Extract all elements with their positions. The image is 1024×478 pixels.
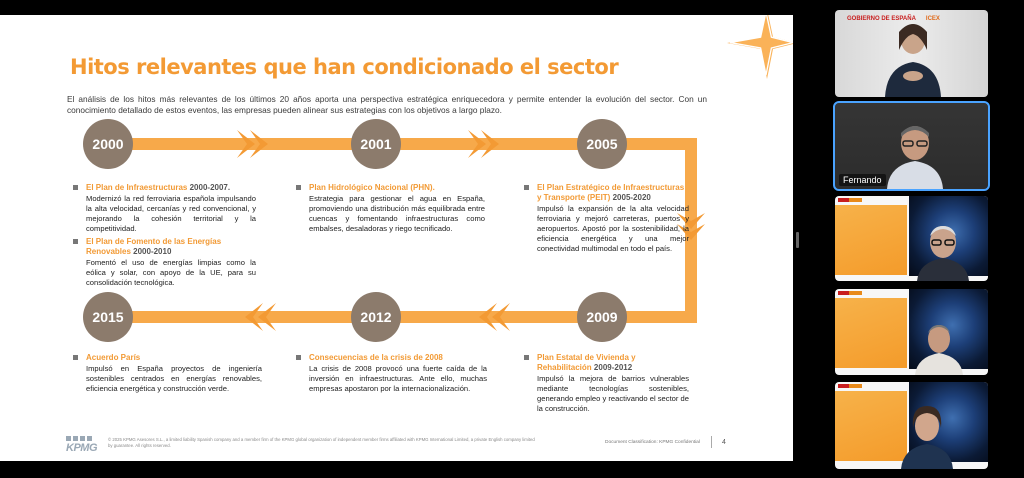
document-classification: Document Classification: KPMG Confidential [605,440,700,445]
milestone-body: Modernizó la red ferroviaria española impulsando la alta velocidad, cercanías y red convencional, y mejorando la cohesión territorial y la competitividad. [86,194,256,233]
participant-tile[interactable] [835,289,988,375]
milestone-item [86,183,256,234]
year-circle-2012: 2012 [351,292,401,342]
bullet-icon [296,355,301,360]
panel-resize-handle[interactable] [796,232,799,248]
milestone-item [86,237,256,288]
milestone-years: 2000-2007. [189,183,231,192]
milestone-body: La crisis de 2008 provocó una fuerte caída de la inversión en infraestructuras. Ante ello, muchas empresas apostaron por la internacionalización. [309,364,487,393]
milestone-heading: El Plan Estratégico de Infraestructuras y Transporte (PEIT) [537,183,685,202]
milestone-body: Impulsó en España proyectos de ingeniería sostenibles centrados en energías renovables, eficiencia energética y construcción verde. [86,364,262,393]
milestone-item [86,353,262,394]
year-circle-2000: 2000 [83,119,133,169]
participant-video-icon [835,10,988,97]
milestone-body: Impulsó la expansión de la alta velocidad ferroviaria y mejoró carreteras, puertos y aeropuertos. Apostó por la sostenibilidad, la eficiencia energética y una mejor conectividad multimodal en todo el país. [537,204,689,253]
bullet-icon [296,185,301,190]
page-number: 4 [722,439,726,446]
institution-logos: GOBIERNO DE ESPAÑA ICEX [847,16,940,22]
milestone-heading: Consecuencias de la crisis de 2008 [309,353,443,362]
participant-video-icon [835,289,988,375]
milestone-years: 2009-2012 [593,363,633,372]
slide-intro: El análisis de los hitos más relevantes de los últimos 20 años aporta una perspectiva estratégica enriquecedora y permite entender la evolución del sector. Con un conocimiento detallado de estos eventos, las empresas pueden alinear sus estrategias con los objetivos a largo plazo. [67,94,707,115]
footer-divider [711,436,712,448]
milestone-body: Estrategia para gestionar el agua en España, promoviendo una distribución más equilibrada entre cuencas y fomentando infraestructuras como embalses, desaladoras y riego tecnificado. [309,194,485,233]
year-circle-2005: 2005 [577,119,627,169]
milestone-item [537,183,689,254]
milestone-heading: Plan Estatal de Vivienda y Rehabilitación [537,353,636,372]
milestone-years: 2000-2010 [133,247,172,256]
shared-slide [0,15,793,461]
milestone-heading: El Plan de Infraestructuras [86,183,188,192]
milestone-body: Impulsó la mejora de barrios vulnerables mediante tecnologías sostenibles, generando empleo y reactivando el sector de la construcción. [537,374,689,413]
bullet-icon [524,185,529,190]
participant-tile[interactable] [835,382,988,469]
bullet-icon [524,355,529,360]
milestone-item [309,183,485,234]
participant-video-icon [835,382,988,469]
participant-tile-active-speaker[interactable] [835,103,988,189]
participant-name: Fernando [839,174,886,186]
legal-notice: © 2025 KPMG Asesores S.L., a limited liability Spanish company and a member firm of the KPMG global organization of independent member firms affiliated with KPMG International Limited, a private English company limited by guarantee. All rights reserved. [108,437,535,448]
kpmg-logo: KPMG [66,436,97,454]
participant-video-icon [835,196,988,281]
participant-tile[interactable] [835,10,988,97]
bullet-icon [73,239,78,244]
milestone-item [309,353,487,394]
bullet-icon [73,355,78,360]
year-circle-2015: 2015 [83,292,133,342]
milestone-heading: El Plan de Fomento de las Energías Renovables [86,237,222,256]
milestone-years: 2005-2020 [612,193,651,202]
bullet-icon [73,185,78,190]
milestone-item [537,353,689,414]
milestone-heading: Plan Hidrológico Nacional (PHN). [309,183,435,192]
milestone-heading: Acuerdo París [86,353,141,362]
milestone-body: Fomentó el uso de energías limpias como la eólica y solar, con apoyo de la UE, para su consolidación tecnológica. [86,258,256,287]
participant-tile[interactable] [835,196,988,281]
year-circle-2009: 2009 [577,292,627,342]
year-circle-2001: 2001 [351,119,401,169]
slide-title: Hitos relevantes que han condicionado el sector [70,55,619,79]
